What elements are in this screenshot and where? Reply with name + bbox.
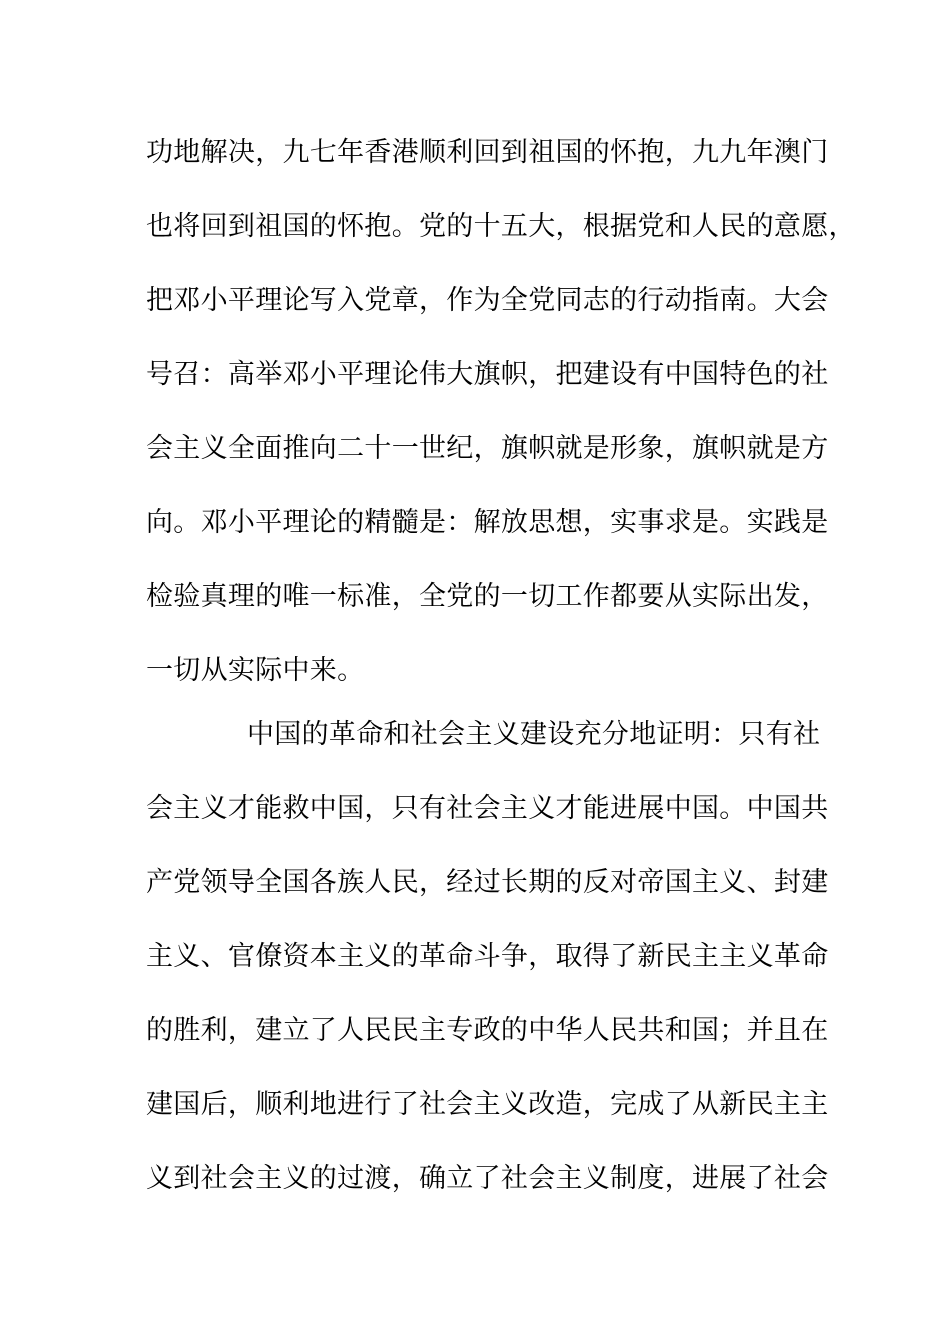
text-line: 检验真理的唯一标准，全党的一切工作都要从实际出发， — [146, 581, 829, 612]
text-line: 会主义全面推向二十一世纪，旗帜就是形象，旗帜就是方 — [146, 433, 829, 464]
text-line: 会主义才能救中国，只有社会主义才能进展中国。中国共 — [146, 793, 829, 824]
paragraph-start-line: 中国的革命和社会主义建设充分地证明：只有社 — [247, 719, 821, 750]
text-line: 号召：高举邓小平理论伟大旗帜，把建设有中国特色的社 — [146, 359, 829, 390]
text-line: 义到社会主义的过渡，确立了社会主义制度，进展了社会 — [146, 1163, 829, 1194]
text-line: 功地解决，九七年香港顺利回到祖国的怀抱，九九年澳门 — [146, 137, 829, 168]
text-line: 也将回到祖国的怀抱。党的十五大，根据党和人民的意愿， — [146, 211, 856, 242]
text-line: 主义、官僚资本主义的革命斗争，取得了新民主主义革命 — [146, 941, 829, 972]
text-line: 向。邓小平理论的精髓是：解放思想，实事求是。实践是 — [146, 507, 829, 538]
text-line: 的胜利，建立了人民民主专政的中华人民共和国；并且在 — [146, 1015, 829, 1046]
text-line: 建国后，顺利地进行了社会主义改造，完成了从新民主主 — [146, 1089, 829, 1120]
text-line: 一切从实际中来。 — [146, 655, 365, 686]
text-line: 把邓小平理论写入党章，作为全党同志的行动指南。大会 — [146, 285, 829, 316]
text-line: 产党领导全国各族人民，经过长期的反对帝国主义、封建 — [146, 867, 829, 898]
